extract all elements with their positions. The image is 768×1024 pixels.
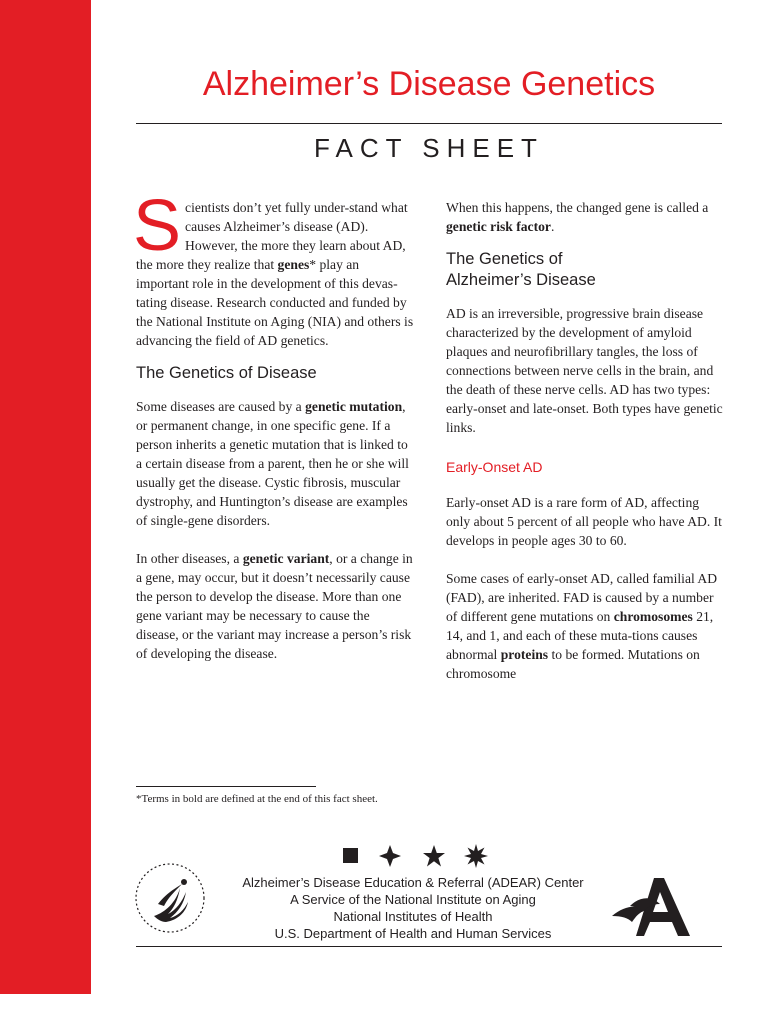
adear-logo-icon <box>610 876 696 938</box>
symbol-row <box>338 844 490 870</box>
term-genetic-risk-factor: genetic risk factor <box>446 219 551 234</box>
intro-paragraph: Scientists don’t yet fully under-stand what causes Alzheimer’s disease (AD). However, the more they learn about AD, the more they realize that genes* play an important role in the development of this devas-tating disease. Research conducted and funded by the National Institute on Aging (NIA) and others is advancing the field of AD genetics. <box>133 186 414 348</box>
footnote-divider <box>136 786 316 787</box>
term-genes: genes <box>277 257 310 272</box>
footer-divider <box>136 946 722 947</box>
term-proteins: proteins <box>500 647 549 662</box>
section-heading-genetics-of-disease: The Genetics of Disease <box>136 364 317 382</box>
drop-cap: S <box>133 186 182 266</box>
page-subtitle: FACT SHEET <box>314 133 544 163</box>
term-genetic-variant: genetic variant <box>242 551 330 566</box>
term-genetic-mutation: genetic mutation <box>305 399 403 414</box>
footer-line-nih: National Institutes of Health <box>333 909 493 924</box>
right-column <box>446 198 726 683</box>
paragraph-genetic-variant: In other diseases, a genetic variant, or a change in a gene, may occur, but it doesn’t necessarily cause the person to develop the disease. More than one gene variant may be necessary to cause the disease, or the variant may increase a person’s risk of developing the disease. <box>136 551 413 661</box>
paragraph-early-onset: Early-onset AD is a rare form of AD, affecting only about 5 percent of all people who have AD. It develops in people ages 30 to 60. <box>446 495 722 548</box>
footer-organization <box>222 874 604 942</box>
footer-line-nia: A Service of the National Institute on Aging <box>290 892 536 907</box>
five-point-star-icon <box>422 844 446 868</box>
paragraph-genetic-mutation: Some diseases are caused by a genetic mutation, or permanent change, in one specific gene. If a person inherits a genetic mutation that is linked to a certain disease from a parent, then he or she will usually get the disease. Cystic fibrosis, muscular dystrophy, and Huntington’s disease are examples of single-gene disorders. <box>136 399 409 528</box>
term-chromosomes: chromosomes <box>613 609 693 624</box>
footer-line-hhs: U.S. Department of Health and Human Services <box>274 926 552 941</box>
page-title: Alzheimer’s Disease Genetics <box>202 65 656 103</box>
starburst-icon <box>464 844 488 868</box>
red-side-bar <box>0 0 91 994</box>
paragraph-familial-ad: Some cases of early-onset AD, called familial AD (FAD), are inherited. FAD is caused by a number of different gene mutations on chromosomes 21, 14, and 1, and each of these muta-tions causes abnormal proteins to be formed. Mutations on chromosome <box>446 571 718 681</box>
left-column <box>133 186 414 663</box>
square-icon <box>340 844 362 866</box>
footer-line-adear: Alzheimer’s Disease Education & Referral (ADEAR) Center <box>242 875 584 890</box>
paragraph-ad-description: AD is an irreversible, progressive brain disease characterized by the development of amyloid plaques and neurofibrillary tangles, the loss of connections between nerve cells in the brain, and the death of these nerve cells. AD has two types: early-onset and late-onset. Both types have genetic links. <box>446 306 723 435</box>
hhs-seal-icon <box>128 856 212 940</box>
title-divider <box>136 123 722 124</box>
section-heading-genetics-of-ad: The Genetics of Alzheimer’s Disease <box>446 250 596 289</box>
subheading-early-onset: Early-Onset AD <box>446 459 543 475</box>
four-point-star-icon <box>378 844 402 868</box>
footnote: *Terms in bold are defined at the end of this fact sheet. <box>136 793 378 805</box>
paragraph-risk-factor: When this happens, the changed gene is called a genetic risk factor. <box>446 200 709 234</box>
